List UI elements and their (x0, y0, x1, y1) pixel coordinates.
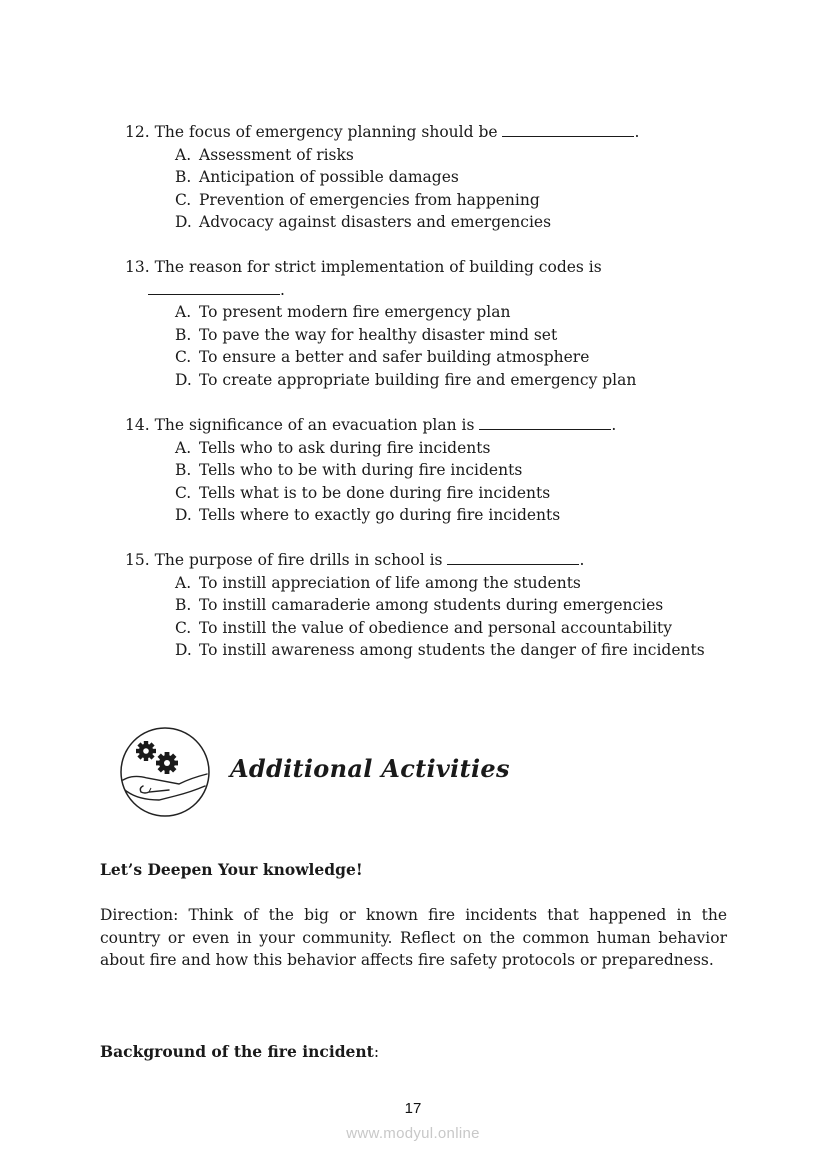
option-letter: A. (175, 145, 192, 164)
period: . (280, 280, 285, 299)
question-text: The reason for strict implementation of building codes is (154, 258, 602, 276)
options-list (125, 301, 636, 391)
activity-subheading: Let’s Deepen Your knowledge! (100, 860, 363, 879)
option-text: Anticipation of possible damages (199, 168, 459, 186)
question-12 (125, 121, 639, 234)
period: . (579, 551, 585, 569)
background-label-text: Background of the fire incident (100, 1042, 374, 1061)
option-text: Tells who to ask during fire incidents (199, 438, 491, 457)
period: . (634, 123, 640, 141)
section-title: Additional Activities (230, 754, 510, 783)
option-text: To create appropriate building fire and emergency plan (199, 370, 637, 389)
answer-blank (148, 280, 280, 295)
option-text: Tells where to exactly go during fire incidents (199, 506, 561, 524)
option-letter: C. (175, 348, 192, 366)
question-number: 15. (125, 551, 150, 569)
option-a (125, 437, 616, 460)
question-stem (125, 121, 639, 144)
option-c (125, 189, 639, 212)
question-stem (125, 549, 705, 572)
direction-paragraph: Direction: Think of the big or known fire incidents that happened in the country or even in your community. Reflect on the common human behavior about fire and how this behavior affects fire safety protocols or preparedness. (100, 906, 727, 969)
question-text: The purpose of fire drills in school is (154, 551, 443, 569)
option-letter: A. (175, 573, 192, 592)
gears-in-hand-icon (119, 726, 211, 818)
answer-blank (479, 415, 611, 430)
option-text: To instill camaraderie among students during emergencies (199, 596, 664, 614)
option-text: Tells who to be with during fire incidents (199, 461, 523, 479)
options-list (125, 437, 616, 527)
option-letter: B. (175, 596, 192, 614)
option-d (125, 369, 636, 392)
option-letter: B. (175, 461, 192, 479)
blank-line (125, 279, 636, 302)
option-b (125, 459, 616, 482)
option-d (125, 211, 639, 234)
background-label (100, 1042, 379, 1061)
option-c (125, 482, 616, 505)
watermark: www.modyul.online (346, 1125, 480, 1142)
question-stem (125, 256, 636, 279)
answer-blank (502, 122, 634, 137)
option-letter: A. (175, 438, 192, 457)
option-letter: C. (175, 190, 192, 209)
question-stem (125, 414, 616, 437)
question-13 (125, 256, 636, 391)
option-d (125, 639, 705, 662)
question-text: The significance of an evacuation plan is (154, 416, 475, 434)
option-letter: C. (175, 618, 192, 637)
option-a (125, 144, 639, 167)
options-list (125, 572, 705, 662)
option-a (125, 301, 636, 324)
option-text: To instill awareness among students the danger of fire incidents (199, 641, 705, 659)
question-15 (125, 549, 705, 662)
question-number: 12. (125, 123, 150, 141)
option-letter: D. (175, 370, 192, 389)
option-text: To ensure a better and safer building atmosphere (199, 348, 590, 366)
option-c (125, 346, 636, 369)
options-list (125, 144, 639, 234)
option-c (125, 617, 705, 640)
colon: : (373, 1043, 380, 1061)
question-14 (125, 414, 616, 527)
option-letter: B. (175, 325, 192, 344)
option-b (125, 324, 636, 347)
option-letter: D. (175, 641, 192, 659)
option-text: To instill appreciation of life among the students (199, 573, 581, 592)
answer-blank (447, 550, 579, 565)
option-text: Advocacy against disasters and emergencies (199, 213, 552, 231)
option-text: To pave the way for healthy disaster mind set (199, 325, 558, 344)
period: . (611, 416, 617, 434)
page-number: 17 (404, 1100, 422, 1117)
option-text: Assessment of risks (199, 145, 354, 164)
option-b (125, 594, 705, 617)
option-letter: D. (175, 506, 192, 524)
option-text: Tells what is to be done during fire incidents (199, 483, 551, 502)
question-text: The focus of emergency planning should be (154, 123, 498, 141)
question-number: 13. (125, 258, 150, 276)
option-letter: B. (175, 168, 192, 186)
option-text: Prevention of emergencies from happening (199, 190, 540, 209)
option-b (125, 166, 639, 189)
option-letter: C. (175, 483, 192, 502)
question-number: 14. (125, 416, 150, 434)
option-letter: D. (175, 213, 192, 231)
option-letter: A. (175, 303, 192, 321)
option-d (125, 504, 616, 527)
option-text: To instill the value of obedience and personal accountability (199, 618, 673, 637)
option-text: To present modern fire emergency plan (199, 303, 511, 321)
option-a (125, 572, 705, 595)
